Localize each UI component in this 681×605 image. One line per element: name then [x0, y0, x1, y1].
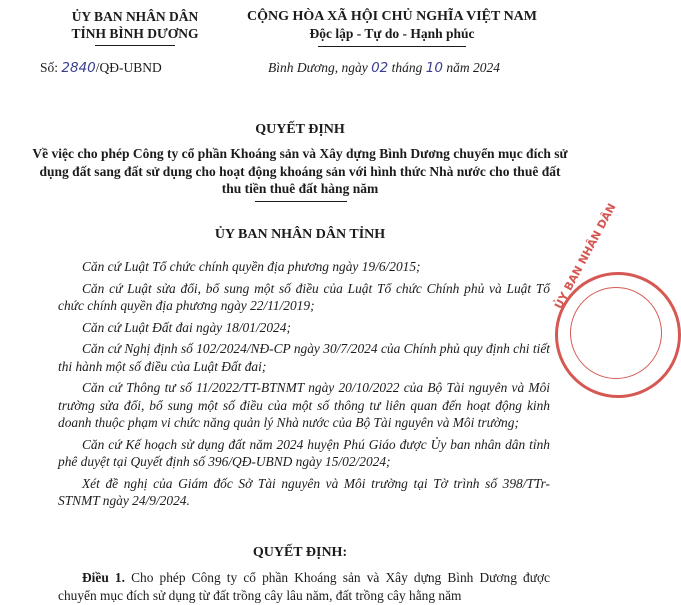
basis-item: Căn cứ Luật Tổ chức chính quyền địa phương ngày 19/6/2015;	[82, 259, 421, 274]
date-day-handwritten: 02	[371, 60, 389, 76]
document-date	[268, 60, 500, 76]
seal-text: ỦY BAN NHÂN DÂN	[552, 201, 619, 312]
national-title: CỘNG HÒA XÃ HỘI CHỦ NGHĨA VIỆT NAM	[246, 9, 537, 24]
doc-number-handwritten: 2840	[61, 60, 96, 76]
official-seal	[552, 201, 681, 398]
decision-subject: Về việc cho phép Công ty cổ phần Khoáng sản và Xây dựng Bình Dương chuyển mục đích sử dụng đất sang đất sử dụng cho hoạt động khoáng sản với hình thức Nhà nước cho thuê đất thu tiền thuê đất hàng năm	[32, 146, 568, 196]
issuing-org-line1: ỦY BAN NHÂN DÂN	[71, 9, 199, 24]
date-month-word: tháng	[388, 60, 426, 75]
decision-heading: QUYẾT ĐỊNH:	[252, 545, 348, 560]
article-1-label: Điều 1.	[82, 570, 125, 585]
basis-item: Căn cứ Kế hoạch sử dụng đất năm 2024 huyện Phú Giáo được Ủy ban nhân dân tỉnh phê duyệt tại Quyết định số 396/QĐ-UBND ngày 15/02/2024;	[58, 436, 550, 469]
issuing-authority: ỦY BAN NHÂN DÂN TỈNH	[214, 227, 386, 242]
article-1	[58, 569, 550, 605]
decision-title: QUYẾT ĐỊNH	[255, 122, 345, 137]
header-left-divider	[95, 45, 175, 46]
doc-number-prefix: Số:	[40, 60, 62, 75]
basis-item: Căn cứ Nghị định số 102/2024/NĐ-CP ngày 30/7/2024 của Chính phủ quy định chi tiết thi hành một số điều của Luật Đất đai;	[58, 341, 550, 374]
national-motto: Độc lập - Tự do - Hạnh phúc	[309, 26, 475, 41]
subject-divider	[255, 201, 347, 202]
basis-item: Căn cứ Luật sửa đổi, bổ sung một số điều của Luật Tổ chức Chính phủ và Luật Tổ chức chính quyền địa phương ngày 22/11/2019;	[58, 280, 550, 313]
document-number	[40, 60, 162, 76]
issuing-org-line2: TỈNH BÌNH DƯƠNG	[71, 26, 199, 41]
legal-basis	[58, 258, 550, 512]
header-right-divider	[318, 46, 466, 47]
article-1-text: Cho phép Công ty cổ phần Khoáng sản và Xây dựng Bình Dương được chuyển mục đích sử dụng từ đất trồng cây lâu năm, đất trồng cây hằng năm	[58, 570, 550, 603]
doc-number-suffix: /QĐ-UBND	[95, 60, 162, 75]
basis-item: Căn cứ Luật Đất đai ngày 18/01/2024;	[82, 319, 291, 335]
basis-item: Căn cứ Thông tư số 11/2022/TT-BTNMT ngày 20/10/2022 của Bộ Tài nguyên và Môi trường sửa đổi, bổ sung một số điều của một số thông tư liên quan đến hoạt động kinh doanh thuộc phạm vi chức năng quản lý Nhà nước của Bộ Tài nguyên và Môi trường;	[58, 380, 550, 430]
date-month-handwritten: 10	[425, 60, 443, 76]
seal-inner-ring	[570, 287, 662, 379]
date-place: Bình Dương, ngày	[268, 60, 372, 75]
date-year: năm 2024	[442, 60, 500, 75]
basis-item: Xét đề nghị của Giám đốc Sở Tài nguyên và Môi trường tại Tờ trình số 398/TTr-STNMT ngày 24/9/2024.	[58, 475, 550, 508]
